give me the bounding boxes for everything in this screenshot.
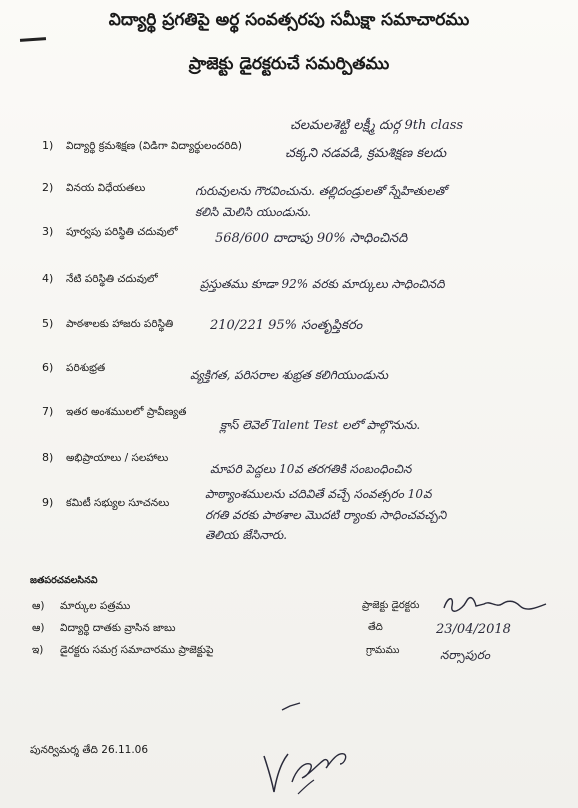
document-subtitle: ప్రాజెక్టు డైరక్టరుచే సమర్పితము	[188, 54, 390, 74]
row-3-value: 568/600 దాదాపు 90% సాధించినది	[215, 231, 408, 246]
tick-mark-icon	[280, 700, 302, 714]
row-6-number: 6)	[42, 361, 54, 374]
row-1-number: 1)	[42, 139, 54, 152]
reviewer-signature	[258, 734, 358, 800]
row-4-label: నేటి పరిస్థితి చదువులో	[66, 273, 158, 285]
row-2-number: 2)	[42, 181, 54, 194]
row-9-value-line2: రగతి వరకు పాఠశాల మొదటి ర్యాంకు సాధించవచ్చని	[205, 508, 447, 522]
director-label: ప్రాజెక్టు డైరక్టరు	[362, 600, 420, 611]
row-2-value: గురువులను గౌరవించును. తల్లిదండ్రులతో స్నేహితులతో	[195, 184, 447, 198]
row-5-label: పాఠశాలకు హాజరు పరిస్థితి	[66, 318, 174, 330]
row-4-number: 4)	[42, 272, 54, 285]
margin-mark	[20, 37, 46, 42]
row-8-value: మాపరి పెద్దలు 10వ తరగతికి సంబంధించిన	[210, 462, 412, 476]
row-5-number: 5)	[42, 317, 54, 330]
date-value: 23/04/2018	[436, 622, 511, 637]
attachment-2-number: ఆ)	[32, 622, 45, 634]
attachment-2-text: విద్యార్థి దాతకు వ్రాసిన జాబు	[60, 622, 176, 634]
row-3-label: పూర్వపు పరిస్థితి చదువులో	[66, 226, 178, 238]
row-4-value: ప్రస్తుతము కూడా 92% వరకు మార్కులు సాధించినది	[200, 277, 445, 291]
row-3-number: 3)	[42, 225, 54, 238]
row-1-value: చక్కని నడవడి, క్రమశిక్షణ కలదు	[285, 146, 447, 161]
row-2-label: వినయ విధేయతలు	[66, 182, 146, 194]
row-7-label: ఇతర అంశములలో ప్రావీణ్యత	[66, 406, 187, 418]
row-6-value: వ్యక్తిగత, పరిసరాల శుభ్రత కలిగియుండును	[190, 368, 388, 382]
row-8-number: 8)	[42, 451, 54, 464]
attachment-3-text: డైరక్టరు సమగ్ర సమాచారము ప్రాజెక్టుపై	[60, 644, 214, 656]
date-label: తేది	[368, 622, 383, 633]
row-7-number: 7)	[42, 405, 54, 418]
attachments-heading: జతపరచవలసినవి	[30, 575, 98, 586]
attachment-1-text: మార్కుల పత్రము	[60, 600, 131, 612]
row-7-value: క్లాస్ లెవెల్ Talent Test లలో పాల్గొనును.	[220, 418, 421, 432]
attachment-1-number: ఆ)	[32, 600, 45, 612]
row-6-label: పరిశుభ్రత	[66, 362, 106, 374]
director-signature	[440, 592, 550, 616]
row-9-number: 9)	[42, 496, 54, 509]
row-1-label: విద్యార్థి క్రమశిక్షణ (విడిగా విద్యార్థులందరిది)	[66, 140, 242, 152]
village-label: గ్రామము	[366, 645, 400, 656]
row-9-value-line3: తెలియ జేసినారు.	[205, 528, 288, 542]
row-5-value: 210/221 95% సంతృప్తికరం	[210, 318, 363, 333]
village-value: నర్సాపురం	[440, 648, 490, 662]
document-title: విద్యార్థి ప్రగతిపై అర్థ సంవత్సరపు సమీక్షా సమాచారము	[108, 10, 470, 30]
attachment-3-number: ఇ)	[32, 644, 44, 656]
row-2-value-line2: కలిసి మెలిసి యుండును.	[195, 205, 312, 219]
row-9-value: పాఠ్యాంశములను చదివితే వచ్చే సంవత్సరం 10వ	[205, 487, 432, 501]
row-9-label: కమిటీ సభ్యుల సూచనలు	[66, 497, 170, 509]
revision-date: పునర్విమర్శ తేది 26.11.06	[30, 744, 149, 756]
student-name-note: చలమలశెట్టి లక్ష్మీ దుర్గ 9th class	[290, 118, 464, 133]
row-8-label: అభిప్రాయాలు / సలహాలు	[66, 452, 169, 464]
